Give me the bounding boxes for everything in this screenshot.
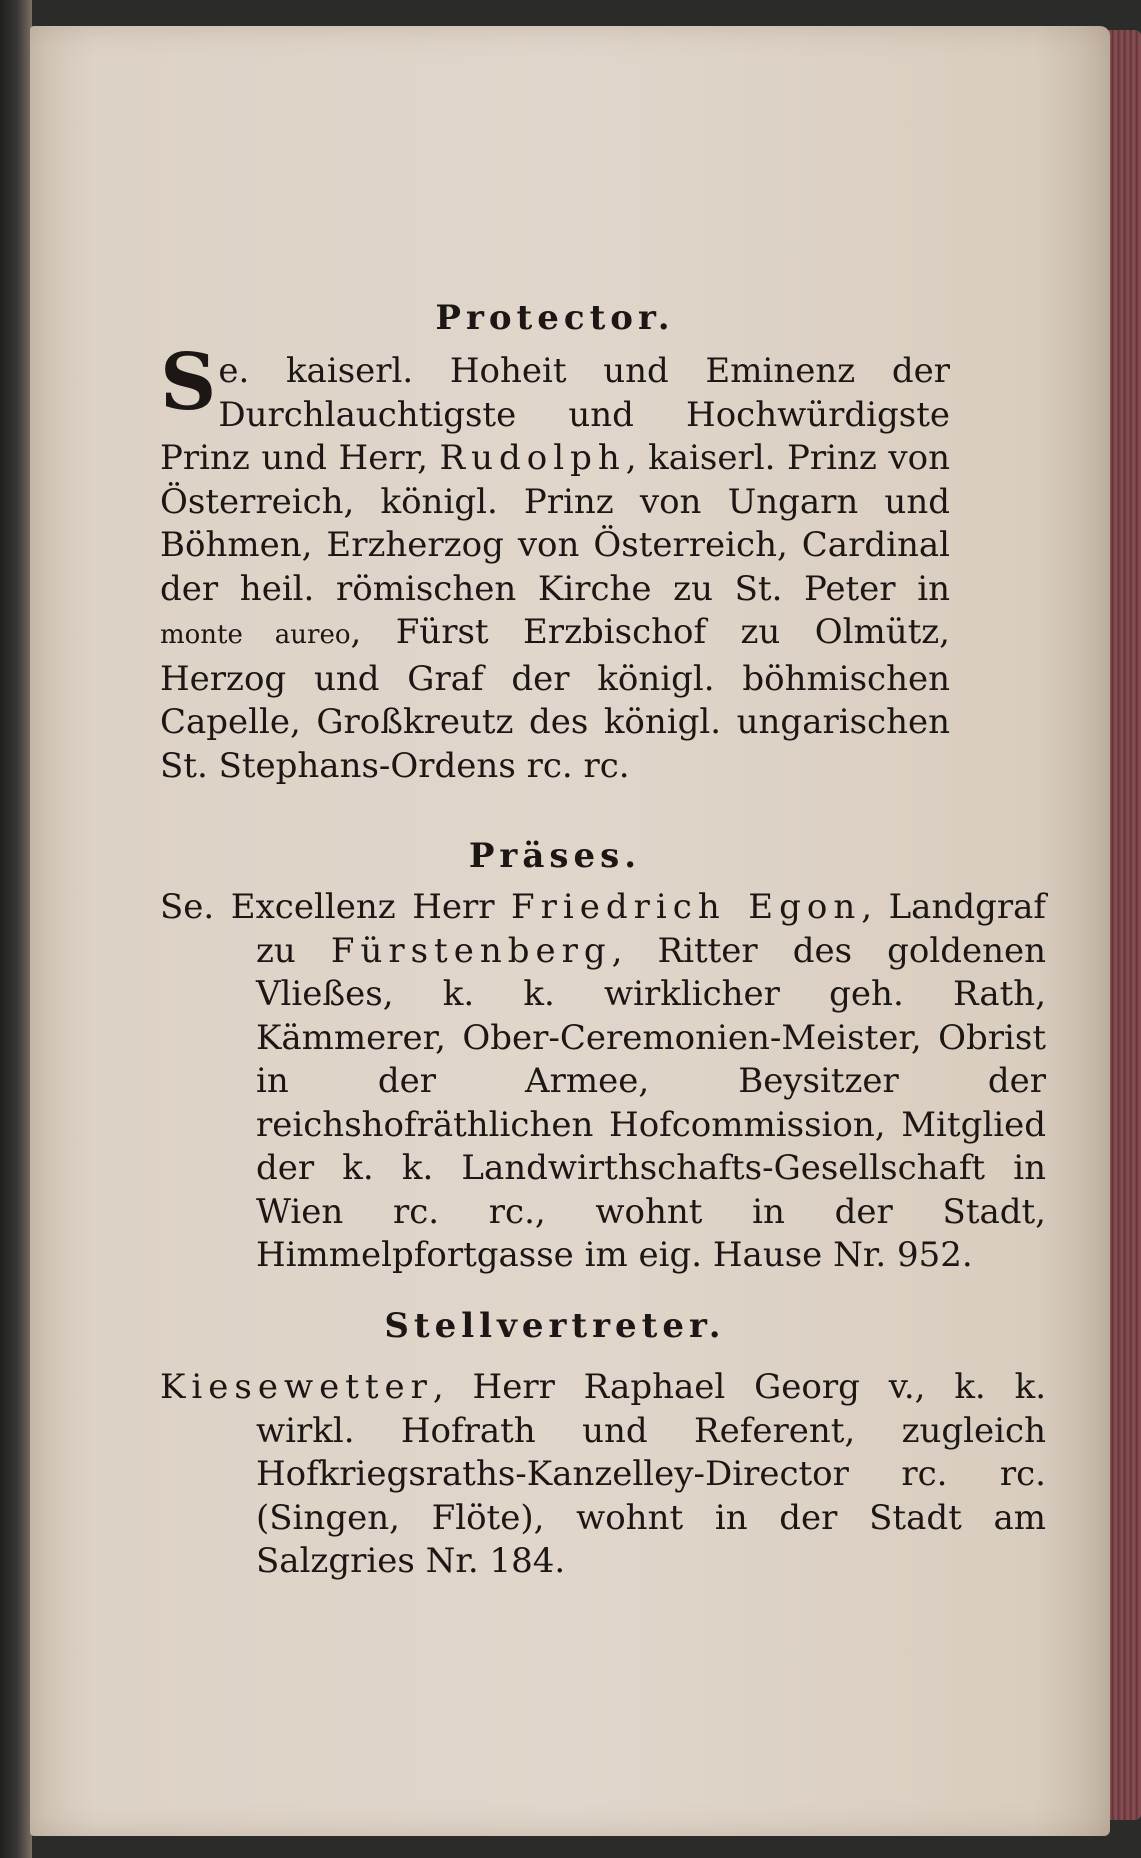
protector-text-1: kaiserl. Hoheit und Eminenz der Durchlauchtigste und Hochwürdigste Prinz und Herr, bbox=[160, 351, 950, 478]
protector-latin: monte aureo bbox=[160, 620, 351, 650]
praeses-lead: Se. bbox=[160, 887, 215, 927]
protector-heading: Protector. bbox=[435, 298, 675, 338]
praeses-heading: Präses. bbox=[468, 836, 642, 876]
protector-text-3: , Fürst Erzbischof zu Olmütz, Herzog und Graf der königl. böhmischen Capelle, Großkreutz des königl. ungarischen St. Stephans-Ordens rc. rc. bbox=[160, 612, 950, 786]
praeses-name: Friedrich Egon bbox=[511, 887, 862, 927]
book-spine bbox=[0, 0, 32, 1858]
drop-cap: S bbox=[160, 337, 217, 428]
stellvertreter-name: Kiesewetter bbox=[160, 1367, 433, 1407]
protector-lead: e. bbox=[218, 351, 250, 391]
page-edges bbox=[1107, 30, 1141, 1820]
praeses-text-2: , Landgraf zu bbox=[256, 887, 1046, 971]
praeses-text-3: , Ritter des goldenen Vließes, k. k. wirklicher geh. Rath, Kämmerer, Ober-Ceremonien-Meister, Obrist in der Armee, Beysitzer der reichshofräthlichen Hofcommission, Mitglied der k. k. Landwirthschafts-Gesellschaft in Wien rc. rc., wohnt in der Stadt, Himmelpfortgasse im eig. Hause Nr. 952. bbox=[256, 930, 1046, 1275]
praeses-place: Fürstenberg bbox=[330, 930, 612, 971]
protector-entry bbox=[160, 337, 950, 788]
praeses-entry bbox=[160, 886, 1046, 1278]
stellvertreter-entry bbox=[160, 1366, 1046, 1584]
stellvertreter-heading: Stellvertreter. bbox=[384, 1306, 726, 1346]
protector-text-2: , kaiserl. Prinz von Österreich, königl. Prinz von Ungarn und Böhmen, Erzherzog von Österreich, Cardinal der heil. römischen Kirche zu St. Peter in bbox=[160, 438, 950, 609]
stellvertreter-text: , Herr Raphael Georg v., k. k. wirkl. Hofrath und Referent, zugleich Hofkriegsraths-Kanzelley-Director rc. rc. (Singen, Flöte), wohnt in der Stadt am Salzgries Nr. 184. bbox=[256, 1367, 1046, 1581]
praeses-text-1: Excellenz Herr bbox=[214, 887, 512, 927]
protector-name: Rudolph bbox=[439, 438, 626, 478]
